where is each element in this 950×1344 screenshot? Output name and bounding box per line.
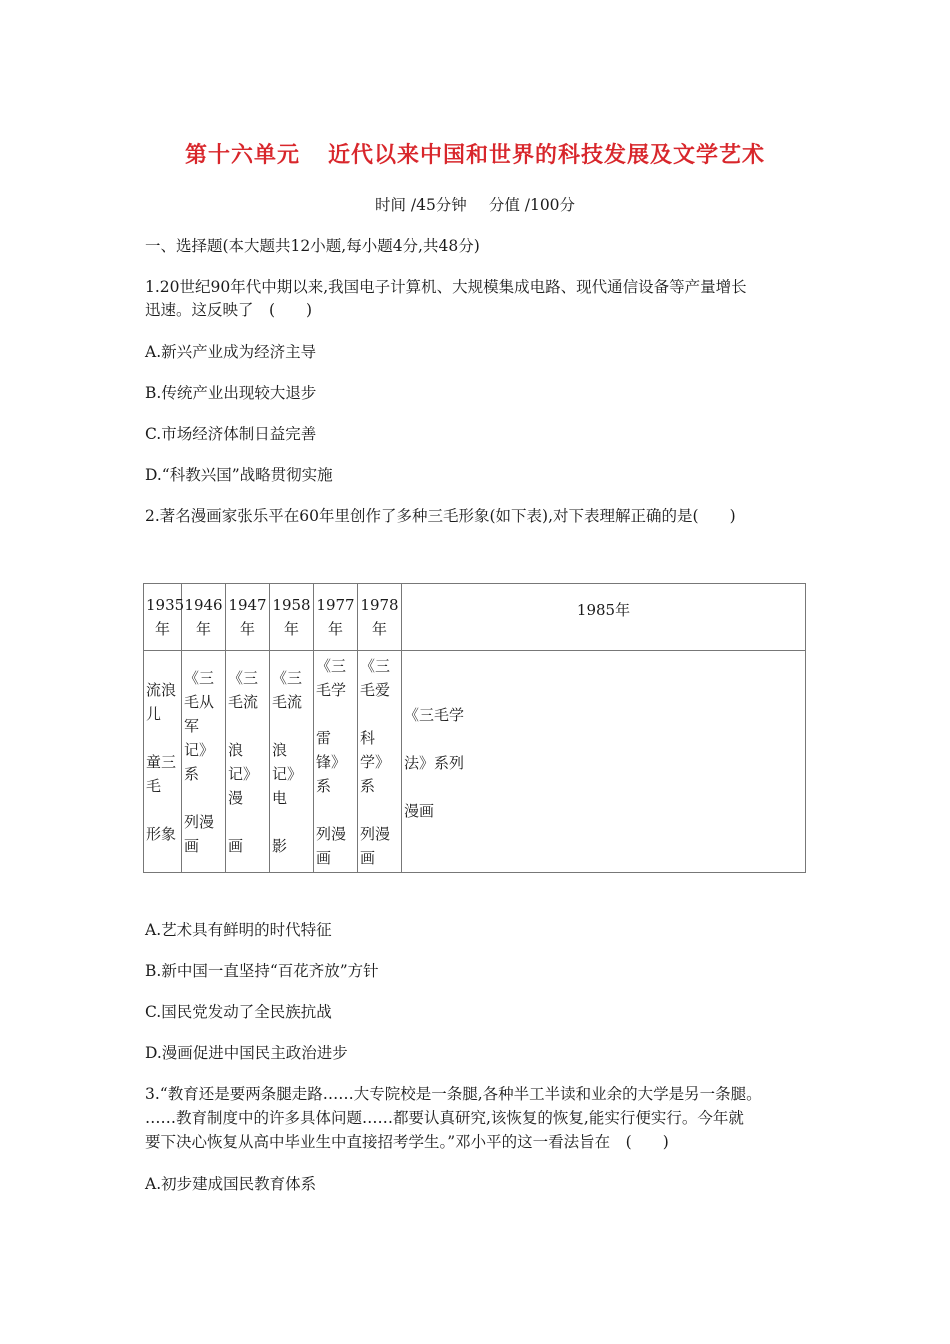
q2-stem: 2.著名漫画家张乐平在60年里创作了多种三毛形象(如下表),对下表理解正确的是( ) xyxy=(145,507,736,525)
q3-stem-line1: 3.“教育还是要两条腿走路……大专院校是一条腿,各种半工半读和业余的大学是另一条腿。 xyxy=(145,1085,762,1103)
table-row xyxy=(144,584,806,651)
work-cell: 《三 毛流 浪 记》 漫 画 xyxy=(226,651,270,873)
q1-stem-line1: 1.20世纪90年代中期以来,我国电子计算机、大规模集成电路、现代通信设备等产量增长 xyxy=(145,278,747,296)
work-cell: 《三毛学 法》系列 漫画 xyxy=(402,651,806,873)
table-row xyxy=(144,651,806,873)
year-cell: 1946 年 xyxy=(182,584,226,651)
year-cell: 1947 年 xyxy=(226,584,270,651)
total-score: 分值 /100分 xyxy=(488,196,576,214)
time-limit: 时间 /45分钟 xyxy=(374,196,467,214)
q1-option-c[interactable]: C.市场经济体制日益完善 xyxy=(145,425,317,443)
q1-option-b[interactable]: B.传统产业出现较大退步 xyxy=(145,384,317,402)
year-cell: 1958 年 xyxy=(270,584,314,651)
year-cell: 1978 年 xyxy=(358,584,402,651)
q2-option-c[interactable]: C.国民党发动了全民族抗战 xyxy=(145,1003,332,1021)
work-cell: 《三 毛爱 科 学》 系 列漫 画 xyxy=(358,651,402,873)
section-heading: 一、选择题(本大题共12小题,每小题4分,共48分) xyxy=(145,237,480,255)
q3-stem-line2: ……教育制度中的许多具体问题……都要认真研究,该恢复的恢复,能实行便实行。今年就 xyxy=(145,1109,744,1127)
work-cell: 流浪 儿 童三 毛 形象 xyxy=(144,651,182,873)
q2-option-b[interactable]: B.新中国一直坚持“百花齐放”方针 xyxy=(145,962,379,980)
q1-option-a[interactable]: A.新兴产业成为经济主导 xyxy=(145,343,317,361)
sanmao-table xyxy=(143,583,806,873)
year-cell: 1985年 xyxy=(402,584,806,651)
q2-option-a[interactable]: A.艺术具有鲜明的时代特征 xyxy=(145,921,332,939)
work-cell: 《三 毛流 浪 记》 电 影 xyxy=(270,651,314,873)
q3-option-a[interactable]: A.初步建成国民教育体系 xyxy=(145,1175,317,1193)
unit-topic: 近代以来中国和世界的科技发展及文学艺术 xyxy=(328,143,766,168)
unit-label: 第十六单元 xyxy=(184,143,300,168)
q3-stem-line3: 要下决心恢复从高中毕业生中直接招考学生。”邓小平的这一看法旨在 ( ) xyxy=(145,1133,669,1151)
page-title xyxy=(0,138,950,169)
year-cell: 1977 年 xyxy=(314,584,358,651)
exam-meta xyxy=(0,193,950,215)
year-cell: 1935 年 xyxy=(144,584,182,651)
q1-stem-line2: 迅速。这反映了 ( ) xyxy=(145,301,313,319)
work-cell: 《三 毛从 军 记》 系 列漫 画 xyxy=(182,651,226,873)
work-cell: 《三 毛学 雷 锋》 系 列漫 画 xyxy=(314,651,358,873)
q2-option-d[interactable]: D.漫画促进中国民主政治进步 xyxy=(145,1044,348,1062)
q1-option-d[interactable]: D.“科教兴国”战略贯彻实施 xyxy=(145,466,333,484)
